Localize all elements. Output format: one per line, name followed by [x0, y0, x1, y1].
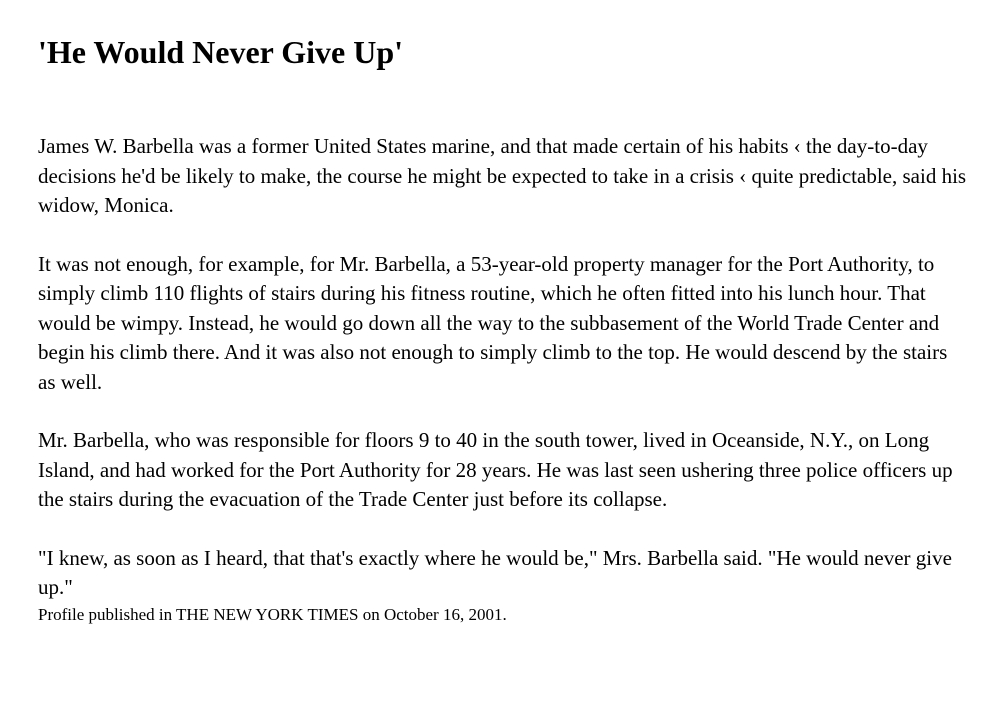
article [38, 28, 968, 627]
article-paragraph: Mr. Barbella, who was responsible for floors 9 to 40 in the south tower, lived in Oceanside, N.Y., on Long Island, and had worked for the Port Authority for 28 years. He was last seen ushering three police officers up the stairs during the evacuation of the Trade Center just before its collapse. [38, 428, 953, 511]
article-body [38, 132, 968, 627]
article-paragraph: James W. Barbella was a former United States marine, and that made certain of his habits ‹ the day-to-day decisions he'd be likely to make, the course he might be expected to take in a crisis ‹ quite predictable, said his widow, Monica. [38, 134, 967, 217]
article-title: 'He Would Never Give Up' [38, 34, 404, 70]
article-paragraph: "I knew, as soon as I heard, that that's exactly where he would be," Mrs. Barbella said. "He would never give up." [38, 545, 952, 599]
publication-credit: Profile published in THE NEW YORK TIMES on October 16, 2001. [38, 604, 507, 624]
article-paragraph: It was not enough, for example, for Mr. Barbella, a 53-year-old property manager for the Port Authority, to simply climb 110 flights of stairs during his fitness routine, which he often fitted into his lunch hour. That would be wimpy. Instead, he would go down all the way to the subbasement of the World Trade Center and begin his climb there. And it was also not enough to simply climb to the top. He would descend by the stairs as well. [38, 251, 948, 394]
